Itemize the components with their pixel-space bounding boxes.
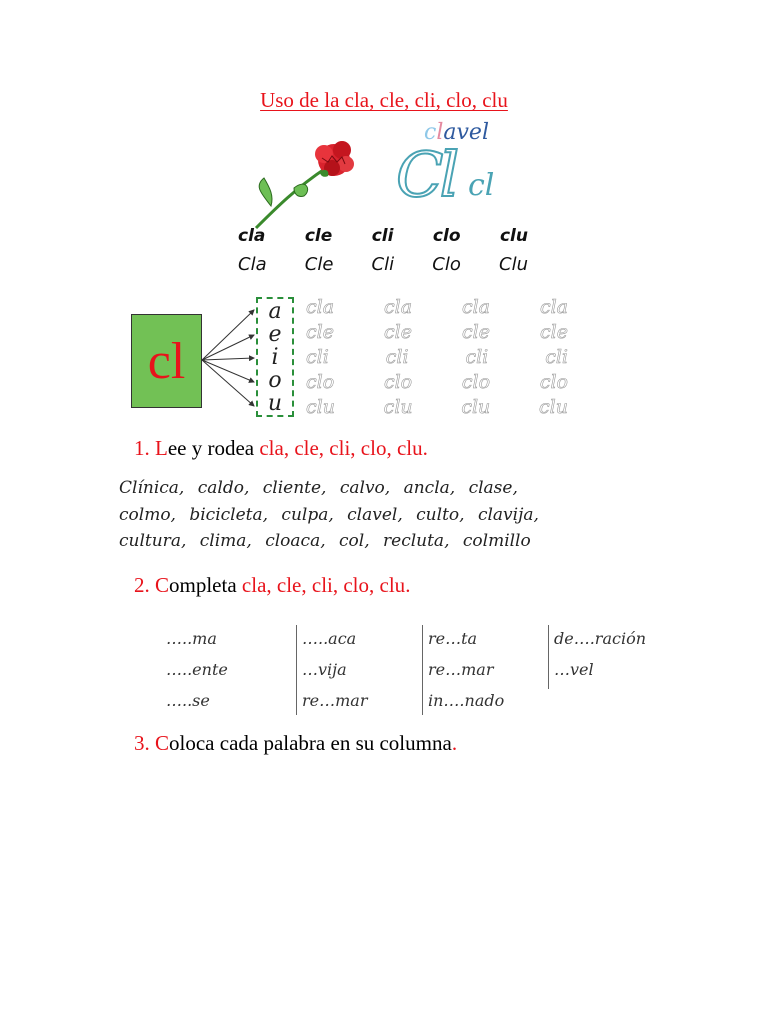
fill-item: …vija bbox=[302, 660, 347, 679]
fill-item: …..ma bbox=[166, 629, 217, 648]
exercise-1-heading: 1. Lee y rodea cla, cle, cli, clo, clu. bbox=[134, 436, 428, 460]
fill-item: …vel bbox=[554, 660, 594, 679]
vowel-u: u bbox=[267, 391, 283, 416]
arrow-o bbox=[202, 360, 254, 382]
vowels-box bbox=[256, 297, 294, 417]
syllable-cle: cle bbox=[304, 226, 333, 246]
fill-item: …..ente bbox=[166, 660, 228, 679]
arrow-e bbox=[202, 335, 254, 360]
vowel-e: e bbox=[268, 322, 282, 347]
carnation-flower-icon bbox=[236, 138, 366, 238]
arrow-i bbox=[202, 358, 254, 360]
syllable-Clo: Clo bbox=[432, 254, 461, 275]
trace-row-cle: cle cle cle cle bbox=[306, 321, 568, 343]
exercise-2-heading: 2. Completa cla, cle, cli, clo, clu. bbox=[134, 573, 411, 597]
column-divider bbox=[548, 625, 549, 689]
syllable-Cle: Cle bbox=[304, 254, 334, 275]
small-cl-letters: cl bbox=[468, 168, 495, 203]
fill-item: re…mar bbox=[428, 660, 494, 679]
exercise-2-column-2 bbox=[302, 623, 367, 718]
arrows-diagram bbox=[200, 300, 260, 420]
page-title: Uso de la cla, cle, cli, clo, clu bbox=[260, 88, 508, 112]
clavel-word: clavel bbox=[424, 120, 489, 145]
exercise-2-column-4 bbox=[554, 623, 646, 718]
big-cl-letters: Cl bbox=[396, 138, 456, 211]
syllable-Cli: Cli bbox=[371, 254, 395, 275]
fill-item: …..aca bbox=[302, 629, 357, 648]
fill-item: …..se bbox=[166, 691, 210, 710]
vowel-i: i bbox=[271, 345, 279, 370]
syllable-clo: clo bbox=[432, 226, 461, 246]
fill-item: in….nado bbox=[428, 691, 505, 710]
exercise-1-words-line-1: Clínica, caldo, cliente, calvo, ancla, clase, bbox=[119, 478, 518, 498]
vowel-a: a bbox=[268, 299, 282, 324]
column-divider bbox=[296, 625, 297, 715]
cl-box: cl bbox=[131, 314, 202, 408]
tracing-grid bbox=[306, 296, 568, 421]
trace-row-clu: clu clu clu clu bbox=[306, 396, 568, 418]
fill-item: re…mar bbox=[302, 691, 368, 710]
trace-row-cla: cla cla cla cla bbox=[306, 296, 568, 318]
exercise-3-heading: 3. Coloca cada palabra en su columna. bbox=[134, 731, 458, 755]
exercise-2-column-1 bbox=[166, 623, 228, 718]
arrow-u bbox=[202, 360, 254, 406]
trace-row-clo: clo clo clo clo bbox=[306, 371, 568, 393]
syllables-uppercase-row bbox=[238, 254, 528, 275]
syllable-cla: cla bbox=[238, 226, 266, 246]
syllable-Cla: Cla bbox=[238, 254, 267, 275]
column-divider bbox=[422, 625, 423, 715]
arrow-a bbox=[202, 310, 254, 360]
vowel-o: o bbox=[268, 368, 282, 393]
syllable-clu: clu bbox=[499, 226, 528, 246]
fill-item: re…ta bbox=[428, 629, 478, 648]
exercise-2-grid bbox=[162, 623, 692, 718]
syllables-lowercase-row bbox=[238, 226, 528, 246]
exercise-2-column-3 bbox=[428, 623, 504, 718]
exercise-1-words-line-3: cultura, clima, cloaca, col, recluta, colmillo bbox=[119, 531, 531, 551]
fill-item: de….ración bbox=[554, 629, 646, 648]
syllable-Clu: Clu bbox=[499, 254, 528, 275]
exercise-1-words-line-2: colmo, bicicleta, culpa, clavel, culto, clavija, bbox=[119, 505, 539, 525]
syllable-cli: cli bbox=[371, 226, 394, 246]
trace-row-cli: cli cli cli cli bbox=[306, 346, 568, 368]
